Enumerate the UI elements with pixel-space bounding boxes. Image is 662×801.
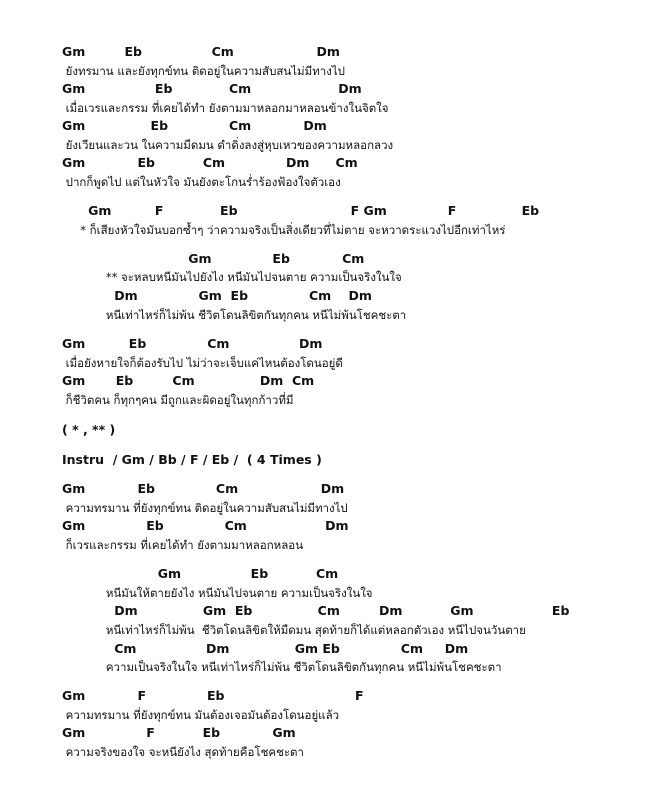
lyric-line: ปากก็พูดไป แต่ในหัวใจ มันยังตะโกนร่ำร้องฟ้องใจตัวเอง [62,175,341,189]
chord-line: Dm Gm Eb Cm Dm Gm Eb [62,603,570,618]
chord-line: Gm Eb Cm Dm Cm [62,373,315,388]
chord-line: Gm Eb Cm Dm [62,118,327,133]
lyric-line: ความเป็นจริงในใจ หนีเท่าไหร่ก็ไม่พ้น ชีวิตโดนลิขิตกันทุกคน หนีไม่พ้นโชคชะตา [62,660,502,674]
chord-line: Dm Gm Eb Cm Dm [62,288,372,303]
lyric-line: ก็เวรและกรรม ที่เคยได้ทำ ยังตามมาหลอกหลอน [62,538,304,552]
chord-line: Cm Dm Gm Eb Cm Dm [62,641,469,656]
chord-line: Gm Eb Cm Dm [62,518,349,533]
chord-line: Gm Eb Cm Dm [62,336,323,351]
lyric-line: ยังเวียนและวน ในความมืดมน ดำดิ่งลงสู่หุบเหวของความหลอกลวง [62,138,394,152]
lyric-line: หนีเท่าไหร่ก็ไม่พ้น ชีวิตโดนลิขิตให้มืดมน สุดท้ายก็ได้แต่หลอกตัวเอง หนีไปจนวันตาย [62,623,526,637]
chord-line: Gm Eb Cm Dm Cm [62,155,358,170]
chord-line: Gm Eb Cm Dm [62,44,340,59]
chord-line: Gm F Eb F [62,688,364,703]
lyric-line: * ก็เสียงหัวใจมันบอกซ้ำๆ ว่าความจริงเป็นสิ่งเดียวที่ไม่ตาย จะหวาดระแวงไปอีกเท่าไหร่ [62,223,506,237]
lyric-line: ยังทรมาน และยังทุกข์ทน ติดอยู่ในความสับสนไม่มีทางไป [62,64,345,78]
instrumental-label: Instru / Gm / Bb / F / Eb / ( 4 Times ) [62,452,322,467]
lyric-line: ความทรมาน ที่ยังทุกข์ทน มันต้องเจอมันต้องโดนอยู่แล้ว [62,708,340,722]
chord-line: Gm Eb Cm [62,251,365,266]
lyric-line: ** จะหลบหนีมันไปยังไง หนีมันไปจนตาย ความเป็นจริงในใจ [62,270,402,284]
lyric-line: หนีมันให้ตายยังไง หนีมันไปจนตาย ความเป็นจริงในใจ [62,586,373,600]
lyric-line: หนีเท่าไหร่ก็ไม่พ้น ชีวิตโดนลิขิตกันทุกคน หนีไม่พ้นโชคชะตา [62,308,407,322]
lyric-line: ก็ชีวิตคน ก็ทุกๆคน มีถูกและผิดอยู่ในทุกก้าวที่มี [62,393,294,407]
lyric-line: ความจริงของใจ จะหนียังไง สุดท้ายคือโชคชะตา [62,745,304,759]
lyric-line: ความทรมาน ที่ยังทุกข์ทน ติดอยู่ในความสับสนไม่มีทางไป [62,501,348,515]
chord-line: Gm Eb Cm Dm [62,81,362,96]
chord-line: Gm F Eb F Gm F Eb [62,203,540,218]
chord-line: Gm F Eb Gm [62,725,296,740]
section-repeat-label: ( * , ** ) [62,422,116,437]
chord-line: Gm Eb Cm Dm [62,481,345,496]
lyric-line: เมื่อยังหายใจก็ต้องรับไป ไม่ว่าจะเจ็บแค่ไหนต้องโดนอยู่ดี [62,356,343,370]
lyric-line: เมื่อเวรและกรรม ที่เคยได้ทำ ยังตามมาหลอกมาหลอนข้างในจิตใจ [62,101,389,115]
chord-line: Gm Eb Cm [62,566,339,581]
